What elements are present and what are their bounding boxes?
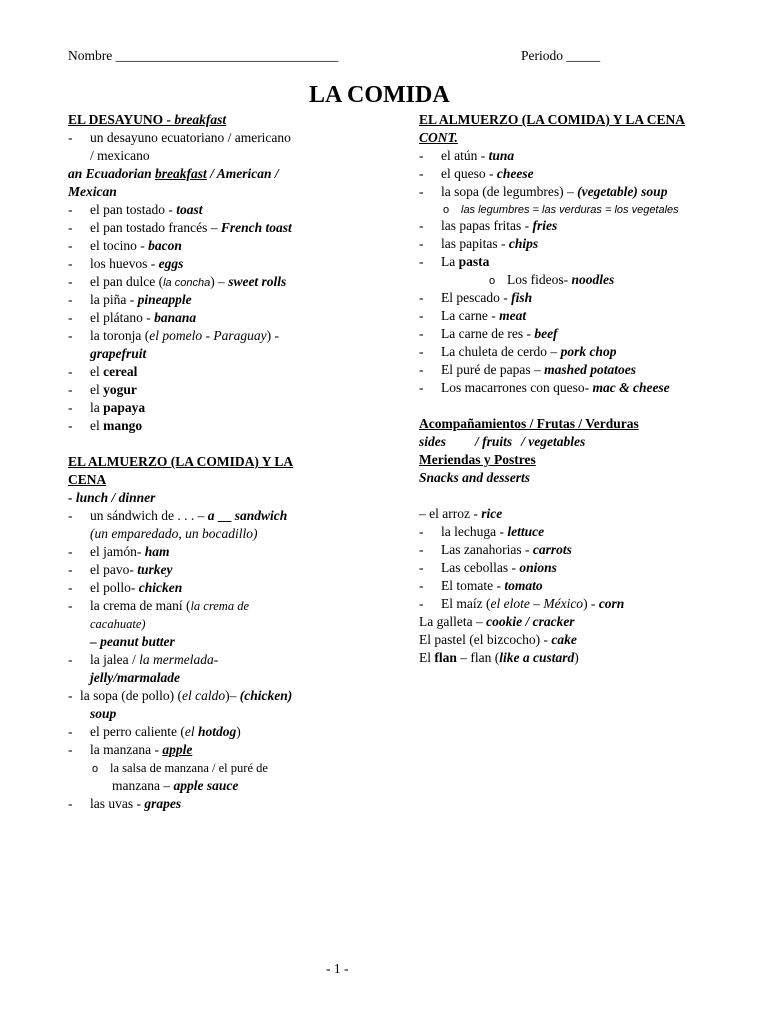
list-item-note: cacahuate) bbox=[90, 617, 146, 631]
list-item: - la toronja (el pomelo - Paraguay) - bbox=[68, 328, 279, 343]
sub-list-item-cont: manzana – apple sauce bbox=[112, 778, 239, 793]
list-item: - La carne - meat bbox=[419, 308, 527, 323]
page-title: LA COMIDA bbox=[309, 82, 450, 108]
list-item: - el mango bbox=[68, 418, 143, 433]
list-item: - la papaya bbox=[68, 400, 146, 415]
list-item-continuation: jelly/marmalade bbox=[90, 670, 180, 685]
lunch-subheading: - lunch / dinner bbox=[68, 490, 156, 505]
sub-list-item: o Los fideos- noodles bbox=[489, 272, 615, 287]
list-item: - las papitas - chips bbox=[419, 236, 539, 251]
list-item: - Las cebollas - onions bbox=[419, 560, 557, 575]
list-item: - El tomate - tomato bbox=[419, 578, 543, 593]
list-item: - La chuleta de cerdo – pork chop bbox=[419, 344, 617, 359]
cont-heading-cont: CONT. bbox=[419, 130, 458, 145]
list-item-note: (un emparedado, un bocadillo) bbox=[90, 526, 258, 541]
list-item: - Los macarrones con queso- mac & cheese bbox=[419, 380, 670, 395]
list-item: - el jamón- ham bbox=[68, 544, 170, 559]
list-item: - el tocino - bacon bbox=[68, 238, 182, 253]
list-item: - un desayuno ecuatoriano / americano bbox=[68, 130, 291, 145]
list-item: - el pan tostado francés – French toast bbox=[68, 220, 292, 235]
list-item-continuation: grapefruit bbox=[90, 346, 147, 361]
cont-heading: EL ALMUERZO (LA COMIDA) Y LA CENA bbox=[419, 112, 686, 127]
list-item: La galleta – cookie / cracker bbox=[419, 614, 575, 629]
list-item: - El puré de papas – mashed potatoes bbox=[419, 362, 636, 377]
breakfast-heading: EL DESAYUNO - breakfast bbox=[68, 112, 227, 127]
list-item: - los huevos - eggs bbox=[68, 256, 184, 271]
breakfast-translation: an Ecuadorian breakfast / American / bbox=[68, 166, 279, 181]
list-item: - el plátano - banana bbox=[68, 310, 197, 325]
sides-subheading: sides / fruits / vegetables bbox=[419, 434, 586, 449]
list-item-continuation: / mexicano bbox=[90, 148, 150, 163]
list-item-continuation: soup bbox=[90, 706, 117, 721]
list-item: - el perro caliente (el hotdog) bbox=[68, 724, 241, 739]
lunch-heading: EL ALMUERZO (LA COMIDA) Y LA bbox=[68, 454, 294, 469]
list-item: - la jalea / la mermelada- bbox=[68, 652, 219, 667]
lunch-heading-cont: CENA bbox=[68, 472, 107, 487]
list-item: El pastel (el bizcocho) - cake bbox=[419, 632, 577, 647]
list-item: - el cereal bbox=[68, 364, 138, 379]
list-item: - el pavo- turkey bbox=[68, 562, 173, 577]
sub-list-item: o las legumbres = las verduras = los vegetales bbox=[443, 204, 679, 216]
list-item: - La pasta bbox=[419, 254, 490, 269]
list-item: - la manzana - apple bbox=[68, 742, 193, 757]
snacks-subheading: Snacks and desserts bbox=[419, 470, 531, 485]
list-item-continuation: – peanut butter bbox=[90, 634, 175, 649]
list-item: El flan – flan (like a custard) bbox=[419, 650, 579, 665]
right-column bbox=[419, 111, 719, 667]
snacks-heading: Meriendas y Postres bbox=[419, 452, 536, 467]
list-item: - La carne de res - beef bbox=[419, 326, 558, 341]
list-item: - las uvas - grapes bbox=[68, 796, 182, 811]
sides-heading: Acompañamientos / Frutas / Verduras bbox=[419, 416, 639, 431]
list-item: - Las zanahorias - carrots bbox=[419, 542, 572, 557]
list-item: - el atún - tuna bbox=[419, 148, 515, 163]
page-number: - 1 - bbox=[326, 961, 349, 976]
period-field-label: Periodo _____ bbox=[521, 48, 601, 63]
list-item: - el queso - cheese bbox=[419, 166, 534, 181]
list-item: - la sopa (de pollo) (el caldo)– (chicken) bbox=[68, 688, 293, 703]
sub-list-item: o la salsa de manzana / el puré de bbox=[92, 761, 268, 775]
list-item: - el pan tostado - toast bbox=[68, 202, 203, 217]
left-column bbox=[68, 111, 388, 813]
list-item: - el yogur bbox=[68, 382, 137, 397]
list-item: - la lechuga - lettuce bbox=[419, 524, 545, 539]
list-item: - El pescado - fish bbox=[419, 290, 533, 305]
list-item: - las papas fritas - fries bbox=[419, 218, 558, 233]
list-item: - el pollo- chicken bbox=[68, 580, 183, 595]
list-item: - El maíz (el elote – México) - corn bbox=[419, 596, 625, 611]
name-field-label: Nombre _________________________________ bbox=[68, 48, 339, 63]
list-item: - la sopa (de legumbres) – (vegetable) soup bbox=[419, 184, 668, 199]
breakfast-translation-cont: Mexican bbox=[68, 184, 117, 199]
list-item: - la piña - pineapple bbox=[68, 292, 192, 307]
list-item: – el arroz - rice bbox=[419, 506, 503, 521]
list-item: - un sándwich de . . . – a __ sandwich bbox=[68, 508, 288, 523]
list-item: - la crema de maní (la crema de bbox=[68, 598, 249, 613]
list-item: - el pan dulce (la concha) – sweet rolls bbox=[68, 274, 287, 289]
